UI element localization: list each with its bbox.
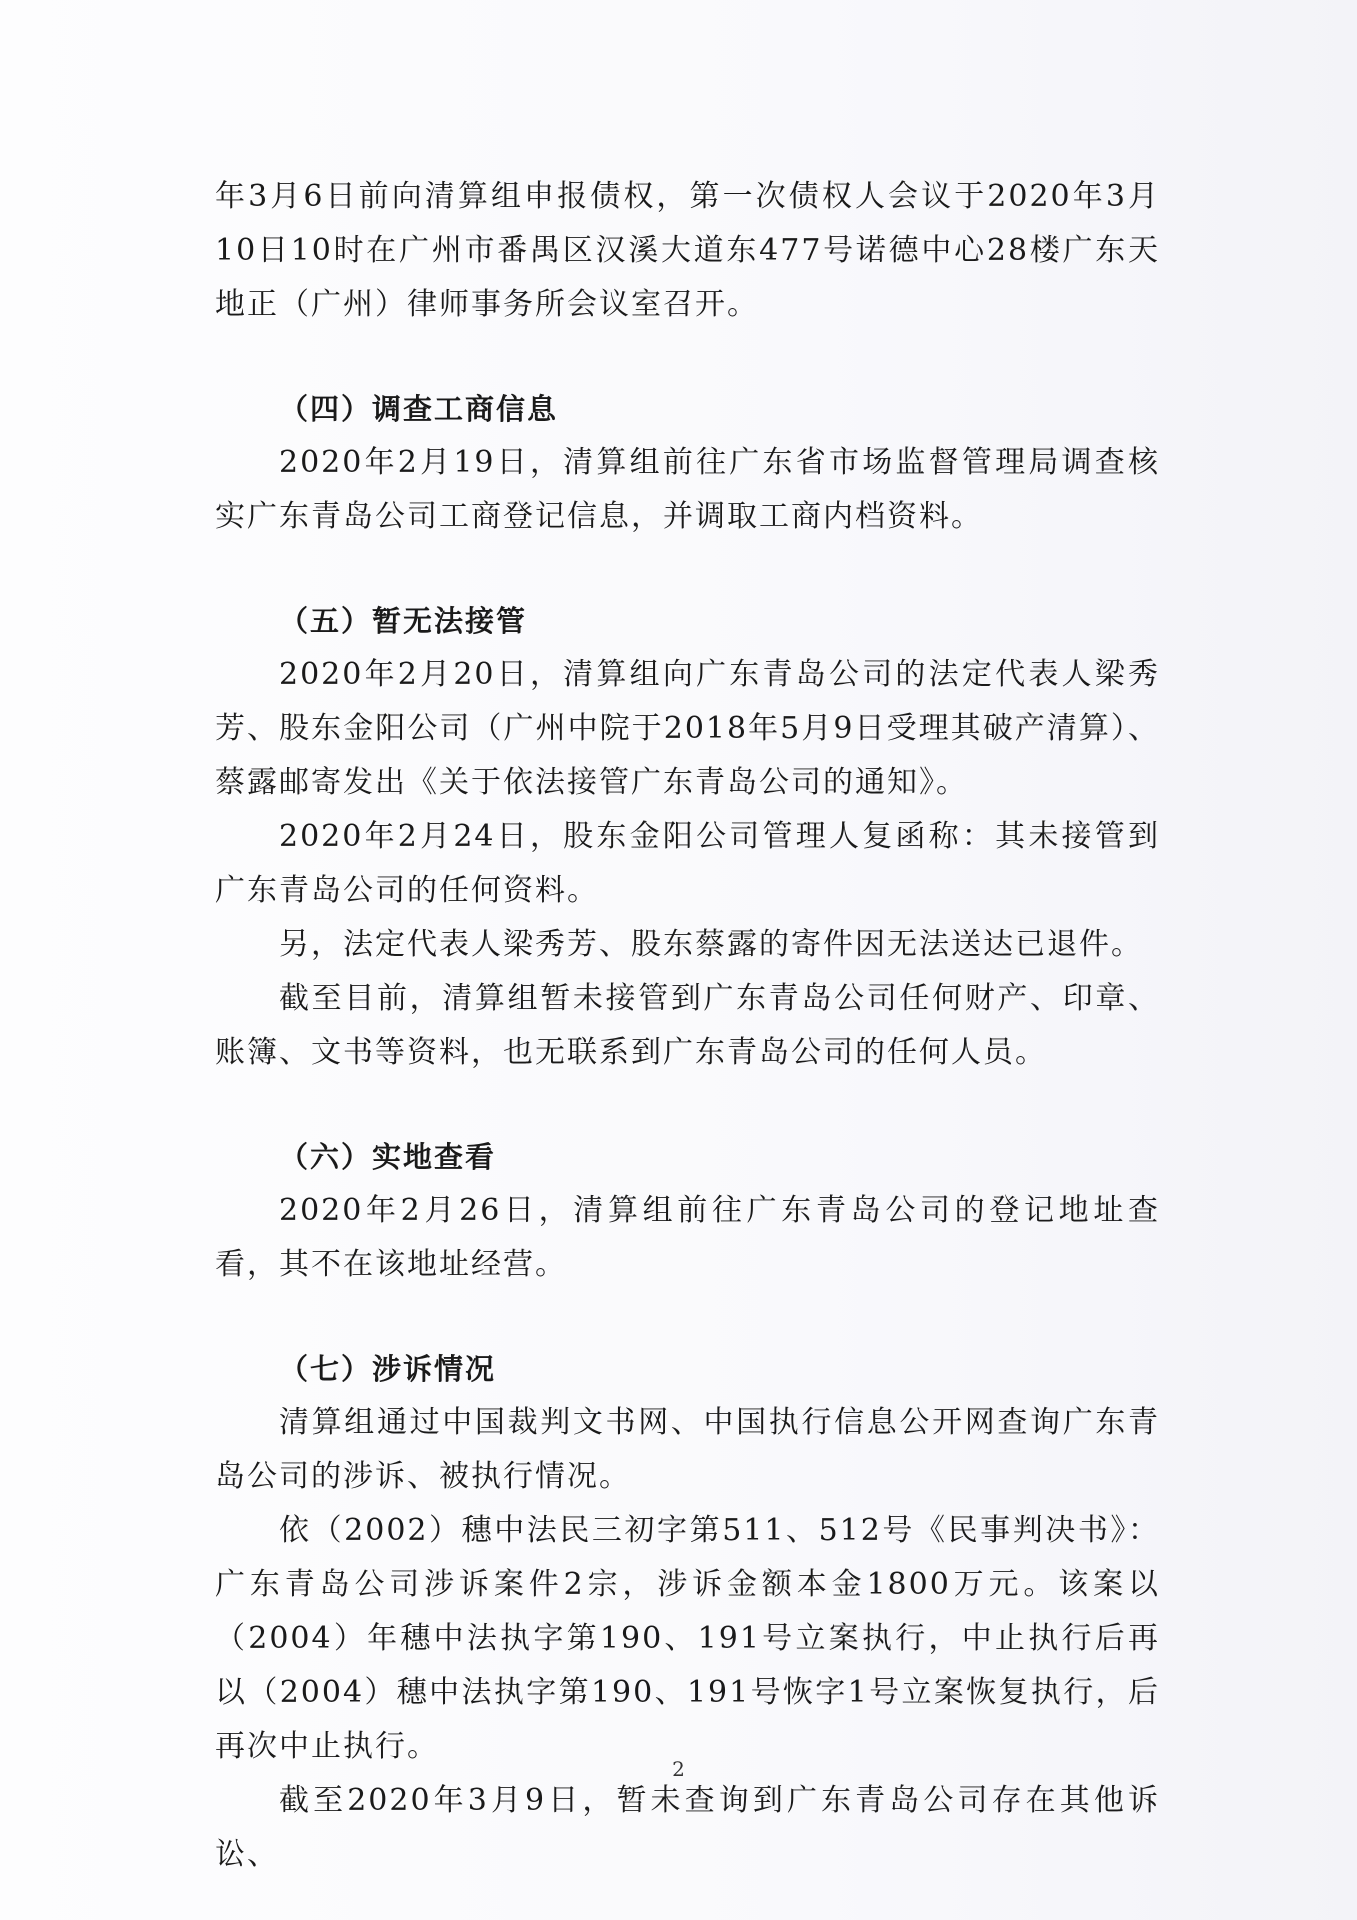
section-heading-5: （五）暂无法接管 xyxy=(279,604,528,638)
section-7-paragraph-3: 截至2020年3月9日，暂未查询到广东青岛公司存在其他诉讼、 xyxy=(215,1783,1160,1872)
section-5-paragraph-3: 另，法定代表人梁秀芳、股东蔡露的寄件因无法送达已退件。 xyxy=(279,927,1143,962)
section-heading-7: （七）涉诉情况 xyxy=(279,1352,497,1386)
page-number: 2 xyxy=(672,1757,685,1781)
section-5-paragraph-2: 2020年2月24日，股东金阳公司管理人复函称：其未接管到广东青岛公司的任何资料。 xyxy=(215,819,1160,908)
section-heading-4: （四）调查工商信息 xyxy=(279,392,559,426)
paragraph-continuation: 年3月6日前向清算组申报债权，第一次债权人会议于2020年3月10日10时在广州市番禺区汉溪大道东477号诺德中心28楼广东天地正（广州）律师事务所会议室召开。 xyxy=(215,179,1160,322)
section-4-paragraph-1: 2020年2月19日，清算组前往广东省市场监督管理局调查核实广东青岛公司工商登记信息，并调取工商内档资料。 xyxy=(215,445,1160,534)
section-7-paragraph-1: 清算组通过中国裁判文书网、中国执行信息公开网查询广东青岛公司的涉诉、被执行情况。 xyxy=(215,1405,1160,1494)
section-6-paragraph-1: 2020年2月26日，清算组前往广东青岛公司的登记地址查看，其不在该地址经营。 xyxy=(215,1193,1160,1282)
section-5-paragraph-4: 截至目前，清算组暂未接管到广东青岛公司任何财产、印章、账簿、文书等资料，也无联系到广东青岛公司的任何人员。 xyxy=(215,981,1160,1070)
section-5-paragraph-1: 2020年2月20日，清算组向广东青岛公司的法定代表人梁秀芳、股东金阳公司（广州中院于2018年5月9日受理其破产清算）、蔡露邮寄发出《关于依法接管广东青岛公司的通知》。 xyxy=(215,657,1160,800)
section-heading-6: （六）实地查看 xyxy=(279,1140,497,1174)
section-7-paragraph-2: 依（2002）穗中法民三初字第511、512号《民事判决书》：广东青岛公司涉诉案件2宗，涉诉金额本金1800万元。该案以（2004）年穗中法执字第190、191号立案执行，中止执行后再以（2004）穗中法执字第190、191号恢字1号立案恢复执行，后再次中止执行。 xyxy=(215,1513,1160,1764)
document-body xyxy=(215,170,1160,1882)
